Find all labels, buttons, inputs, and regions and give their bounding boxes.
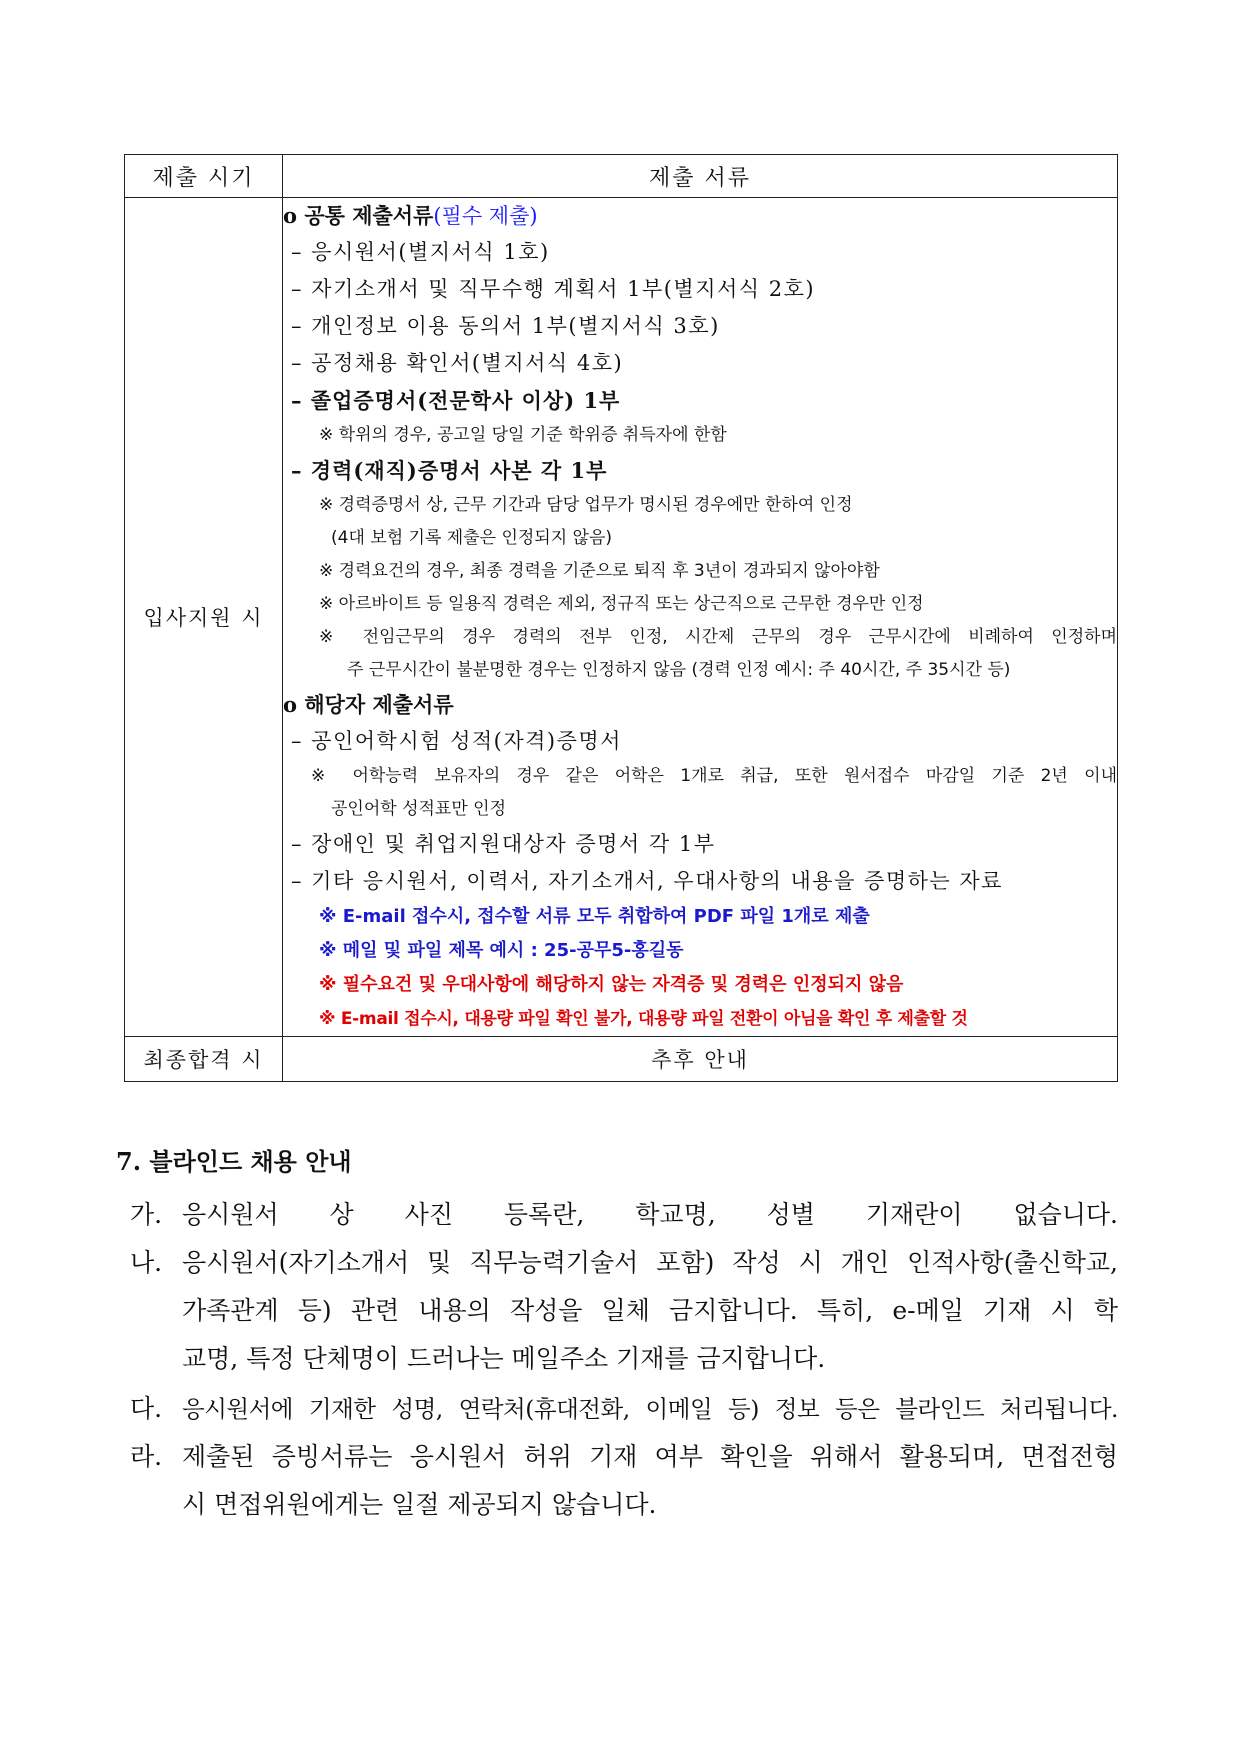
final-pass-row	[125, 1037, 1118, 1082]
career-item: – 경력(재직)증명서 사본 각 1부	[291, 458, 608, 483]
career-note: ※ 전임근무의 경우 경력의 전부 인정, 시간제 근무의 경우 근무시간에 비례하여 인정하며	[319, 627, 1117, 647]
career-note: 주 근무시간이 불분명한 경우는 인정하지 않음 (경력 인정 예시: 주 40시간, 주 35시간 등)	[347, 660, 1011, 680]
paragraph-label: 가.	[130, 1200, 163, 1229]
diploma-note: ※ 학위의 경우, 공고일 당일 기준 학위증 취득자에 한함	[319, 425, 727, 445]
large-file-warning: ※ E-mail 접수시, 대용량 파일 확인 불가, 대용량 파일 전환이 아님을 확인 후 제출할 것	[319, 1009, 968, 1029]
career-note: (4대 보험 기록 제출은 인정되지 않음)	[331, 528, 613, 548]
language-item: – 공인어학시험 성적(자격)증명서	[291, 729, 622, 753]
diploma-item: – 졸업증명서(전문학사 이상) 1부	[291, 388, 621, 413]
header-submission-documents: 제출 서류	[283, 155, 1118, 198]
paragraph-label: 다.	[130, 1394, 163, 1423]
paragraph-line: 교명, 특정 단체명이 드러나는 메일주소 기재를 금지합니다.	[182, 1344, 826, 1373]
common-item-self-introduction: – 자기소개서 및 직무수행 계획서 1부(별지서식 2호)	[291, 277, 816, 301]
mail-title-example: ※ 메일 및 파일 제목 예시 : 25-공무5-홍길동	[319, 940, 684, 961]
application-row	[125, 198, 1118, 1037]
paragraph-line: 응시원서 상 사진 등록란, 학교명, 성별 기재란이 없습니다.	[182, 1200, 1118, 1229]
paragraph-ga	[130, 1191, 1118, 1239]
table-header-row	[125, 155, 1118, 198]
header-submission-time: 제출 시기	[125, 155, 283, 198]
common-item-application-form: – 응시원서(별지서식 1호)	[291, 240, 550, 264]
common-item-fair-hiring: – 공정채용 확인서(별지서식 4호)	[291, 351, 624, 375]
paragraph-label: 라.	[130, 1442, 163, 1471]
email-notice: ※ E-mail 접수시, 접수할 서류 모두 취합하여 PDF 파일 1개로 제출	[319, 906, 870, 927]
language-note: 공인어학 성적표만 인정	[331, 799, 507, 819]
paragraph-line: 응시원서(자기소개서 및 직무능력기술서 포함) 작성 시 개인 인적사항(출신학교,	[182, 1248, 1118, 1277]
disability-item: – 장애인 및 취업지원대상자 증명서 각 1부	[291, 832, 716, 856]
section-title: 7. 블라인드 채용 안내	[116, 1147, 352, 1176]
paragraph-da	[130, 1385, 1118, 1433]
final-pass-label: 최종합격 시	[125, 1037, 283, 1082]
paragraph-ra	[130, 1433, 1118, 1529]
application-time-label: 입사지원 시	[125, 198, 283, 1037]
required-tag: (필수 제출)	[433, 204, 538, 228]
paragraph-line: 시 면접위원에게는 일절 제공되지 않습니다.	[182, 1490, 657, 1519]
common-documents-heading: ο 공통 제출서류(필수 제출)	[283, 203, 538, 228]
career-note: ※ 아르바이트 등 일용직 경력은 제외, 정규직 또는 상근직으로 근무한 경우만 인정	[319, 594, 924, 614]
paragraph-line: 응시원서에 기재한 성명, 연락처(휴대전화, 이메일 등) 정보 등은 블라인드 처리됩니다.	[182, 1395, 1118, 1423]
paragraph-na	[130, 1239, 1118, 1383]
career-note: ※ 경력요건의 경우, 최종 경력을 기준으로 퇴직 후 3년이 경과되지 않아야함	[319, 561, 880, 581]
language-note: ※ 어학능력 보유자의 경우 같은 어학은 1개로 취급, 또한 원서접수 마감일 기준 2년 이내	[311, 766, 1117, 786]
final-pass-value: 추후 안내	[283, 1037, 1118, 1082]
career-note: ※ 경력증명서 상, 근무 기간과 담당 업무가 명시된 경우에만 한하여 인정	[319, 495, 853, 515]
warning-notice: ※ 필수요건 및 우대사항에 해당하지 않는 자격증 및 경력은 인정되지 않음	[319, 974, 904, 995]
optional-documents-heading: ο 해당자 제출서류	[283, 692, 454, 717]
paragraph-label: 나.	[130, 1248, 163, 1277]
paragraph-line: 제출된 증빙서류는 응시원서 허위 기재 여부 확인을 위해서 활용되며, 면접전형	[182, 1442, 1118, 1471]
other-item: – 기타 응시원서, 이력서, 자기소개서, 우대사항의 내용을 증명하는 자료	[291, 869, 1003, 893]
submission-documents-table	[124, 154, 1118, 1082]
application-documents-cell	[283, 198, 1118, 1037]
common-item-privacy-consent: – 개인정보 이용 동의서 1부(별지서식 3호)	[291, 314, 720, 338]
paragraph-line: 가족관계 등) 관련 내용의 작성을 일체 금지합니다. 특히, e-메일 기재 시 학	[182, 1296, 1118, 1325]
